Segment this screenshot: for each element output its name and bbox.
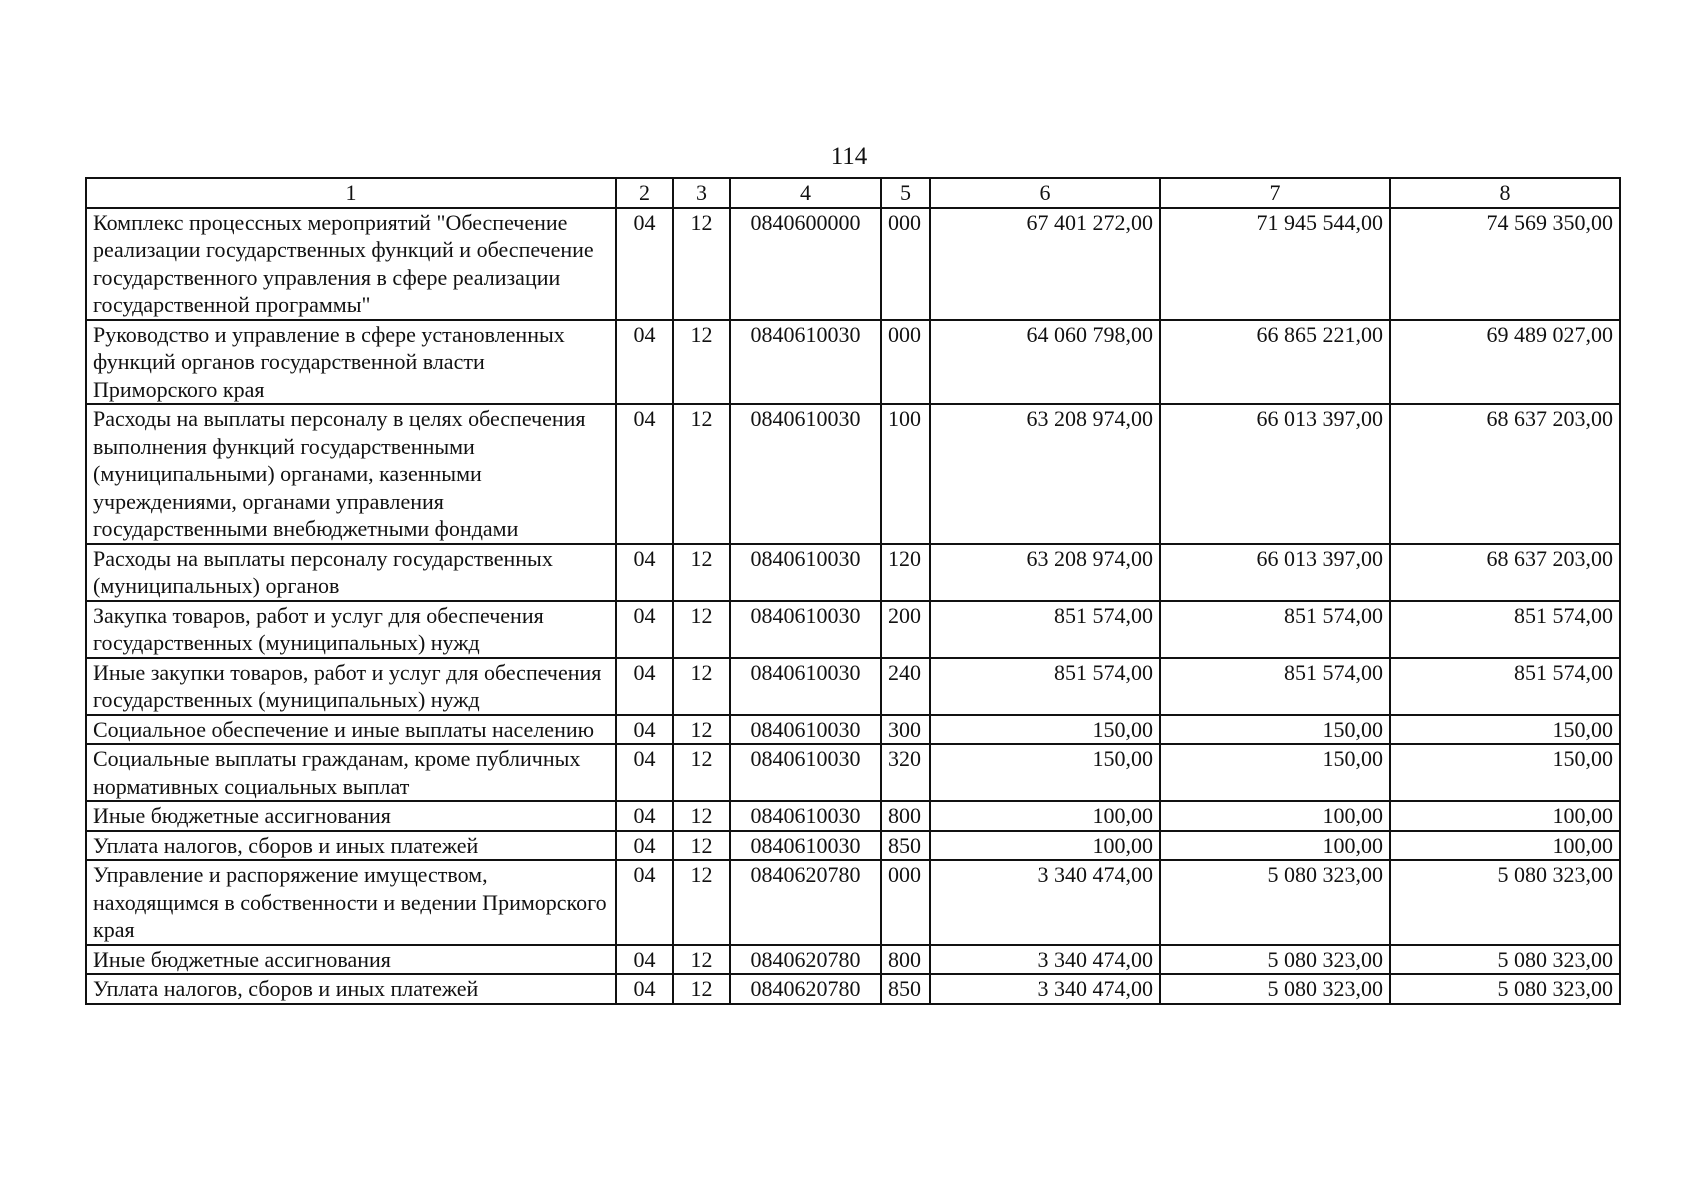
subsection-code: 12	[673, 404, 730, 544]
table-row	[86, 544, 1620, 601]
table-row	[86, 208, 1620, 320]
amount-col-6: 851 574,00	[930, 601, 1160, 658]
row-name: Расходы на выплаты персоналу государственных (муниципальных) органов	[86, 544, 616, 601]
table-row	[86, 320, 1620, 405]
target-article-code: 0840620780	[730, 974, 881, 1004]
amount-col-8: 150,00	[1390, 744, 1620, 801]
expense-type-code: 240	[881, 658, 930, 715]
amount-col-8: 150,00	[1390, 715, 1620, 745]
expense-type-code: 320	[881, 744, 930, 801]
amount-col-7: 66 865 221,00	[1160, 320, 1390, 405]
column-header: 3	[673, 178, 730, 208]
amount-col-6: 64 060 798,00	[930, 320, 1160, 405]
subsection-code: 12	[673, 320, 730, 405]
section-code: 04	[616, 945, 673, 975]
section-code: 04	[616, 658, 673, 715]
subsection-code: 12	[673, 831, 730, 861]
expense-type-code: 800	[881, 945, 930, 975]
target-article-code: 0840610030	[730, 320, 881, 405]
amount-col-6: 63 208 974,00	[930, 544, 1160, 601]
amount-col-8: 851 574,00	[1390, 658, 1620, 715]
section-code: 04	[616, 801, 673, 831]
amount-col-6: 63 208 974,00	[930, 404, 1160, 544]
amount-col-6: 150,00	[930, 715, 1160, 745]
table-row	[86, 801, 1620, 831]
target-article-code: 0840610030	[730, 658, 881, 715]
amount-col-8: 100,00	[1390, 801, 1620, 831]
expense-type-code: 000	[881, 208, 930, 320]
row-name: Закупка товаров, работ и услуг для обеспечения государственных (муниципальных) нужд	[86, 601, 616, 658]
amount-col-6: 3 340 474,00	[930, 945, 1160, 975]
column-header: 5	[881, 178, 930, 208]
subsection-code: 12	[673, 544, 730, 601]
expense-type-code: 800	[881, 801, 930, 831]
target-article-code: 0840610030	[730, 831, 881, 861]
expense-type-code: 300	[881, 715, 930, 745]
section-code: 04	[616, 544, 673, 601]
row-name: Иные бюджетные ассигнования	[86, 801, 616, 831]
target-article-code: 0840610030	[730, 744, 881, 801]
amount-col-6: 150,00	[930, 744, 1160, 801]
row-name: Расходы на выплаты персоналу в целях обеспечения выполнения функций государственными (муниципальными) органами, казенными учреждениями, органами управления государственными внебюджетными фондами	[86, 404, 616, 544]
amount-col-7: 851 574,00	[1160, 601, 1390, 658]
amount-col-8: 5 080 323,00	[1390, 945, 1620, 975]
amount-col-7: 150,00	[1160, 744, 1390, 801]
subsection-code: 12	[673, 860, 730, 945]
row-name: Иные закупки товаров, работ и услуг для обеспечения государственных (муниципальных) нужд	[86, 658, 616, 715]
row-name: Уплата налогов, сборов и иных платежей	[86, 831, 616, 861]
amount-col-8: 68 637 203,00	[1390, 544, 1620, 601]
subsection-code: 12	[673, 208, 730, 320]
subsection-code: 12	[673, 715, 730, 745]
expense-type-code: 120	[881, 544, 930, 601]
amount-col-7: 150,00	[1160, 715, 1390, 745]
amount-col-7: 100,00	[1160, 831, 1390, 861]
section-code: 04	[616, 860, 673, 945]
table-row	[86, 744, 1620, 801]
amount-col-6: 3 340 474,00	[930, 974, 1160, 1004]
section-code: 04	[616, 974, 673, 1004]
amount-col-7: 100,00	[1160, 801, 1390, 831]
target-article-code: 0840620780	[730, 860, 881, 945]
table-row	[86, 945, 1620, 975]
amount-col-8: 68 637 203,00	[1390, 404, 1620, 544]
table-row	[86, 601, 1620, 658]
expense-type-code: 100	[881, 404, 930, 544]
expense-type-code: 850	[881, 974, 930, 1004]
subsection-code: 12	[673, 945, 730, 975]
target-article-code: 0840610030	[730, 801, 881, 831]
amount-col-7: 851 574,00	[1160, 658, 1390, 715]
expense-type-code: 200	[881, 601, 930, 658]
target-article-code: 0840610030	[730, 715, 881, 745]
amount-col-7: 5 080 323,00	[1160, 860, 1390, 945]
target-article-code: 0840600000	[730, 208, 881, 320]
column-header: 8	[1390, 178, 1620, 208]
table-row	[86, 831, 1620, 861]
subsection-code: 12	[673, 801, 730, 831]
section-code: 04	[616, 208, 673, 320]
budget-table	[85, 177, 1621, 1005]
column-header: 6	[930, 178, 1160, 208]
column-header: 2	[616, 178, 673, 208]
target-article-code: 0840610030	[730, 601, 881, 658]
target-article-code: 0840610030	[730, 544, 881, 601]
amount-col-6: 100,00	[930, 831, 1160, 861]
column-header: 7	[1160, 178, 1390, 208]
row-name: Иные бюджетные ассигнования	[86, 945, 616, 975]
amount-col-7: 66 013 397,00	[1160, 544, 1390, 601]
table-row	[86, 404, 1620, 544]
column-header: 1	[86, 178, 616, 208]
header-row	[86, 178, 1620, 208]
amount-col-8: 69 489 027,00	[1390, 320, 1620, 405]
row-name: Уплата налогов, сборов и иных платежей	[86, 974, 616, 1004]
target-article-code: 0840610030	[730, 404, 881, 544]
amount-col-8: 74 569 350,00	[1390, 208, 1620, 320]
subsection-code: 12	[673, 658, 730, 715]
amount-col-6: 3 340 474,00	[930, 860, 1160, 945]
section-code: 04	[616, 831, 673, 861]
expense-type-code: 000	[881, 860, 930, 945]
column-header: 4	[730, 178, 881, 208]
amount-col-6: 100,00	[930, 801, 1160, 831]
amount-col-6: 851 574,00	[930, 658, 1160, 715]
target-article-code: 0840620780	[730, 945, 881, 975]
row-name: Комплекс процессных мероприятий "Обеспечение реализации государственных функций и обеспечение государственного управления в сфере реализации государственной программы"	[86, 208, 616, 320]
amount-col-8: 100,00	[1390, 831, 1620, 861]
amount-col-8: 5 080 323,00	[1390, 860, 1620, 945]
section-code: 04	[616, 744, 673, 801]
page-number: 114	[830, 143, 868, 170]
amount-col-7: 5 080 323,00	[1160, 945, 1390, 975]
table-row	[86, 715, 1620, 745]
section-code: 04	[616, 404, 673, 544]
amount-col-8: 5 080 323,00	[1390, 974, 1620, 1004]
row-name: Управление и распоряжение имуществом, находящимся в собственности и ведении Приморского края	[86, 860, 616, 945]
expense-type-code: 850	[881, 831, 930, 861]
expense-type-code: 000	[881, 320, 930, 405]
amount-col-7: 5 080 323,00	[1160, 974, 1390, 1004]
amount-col-6: 67 401 272,00	[930, 208, 1160, 320]
table-row	[86, 658, 1620, 715]
row-name: Социальные выплаты гражданам, кроме публичных нормативных социальных выплат	[86, 744, 616, 801]
amount-col-8: 851 574,00	[1390, 601, 1620, 658]
subsection-code: 12	[673, 974, 730, 1004]
subsection-code: 12	[673, 601, 730, 658]
amount-col-7: 66 013 397,00	[1160, 404, 1390, 544]
table-row	[86, 974, 1620, 1004]
amount-col-7: 71 945 544,00	[1160, 208, 1390, 320]
section-code: 04	[616, 320, 673, 405]
table-row	[86, 860, 1620, 945]
row-name: Социальное обеспечение и иные выплаты населению	[86, 715, 616, 745]
section-code: 04	[616, 601, 673, 658]
section-code: 04	[616, 715, 673, 745]
subsection-code: 12	[673, 744, 730, 801]
row-name: Руководство и управление в сфере установленных функций органов государственной власти Приморского края	[86, 320, 616, 405]
